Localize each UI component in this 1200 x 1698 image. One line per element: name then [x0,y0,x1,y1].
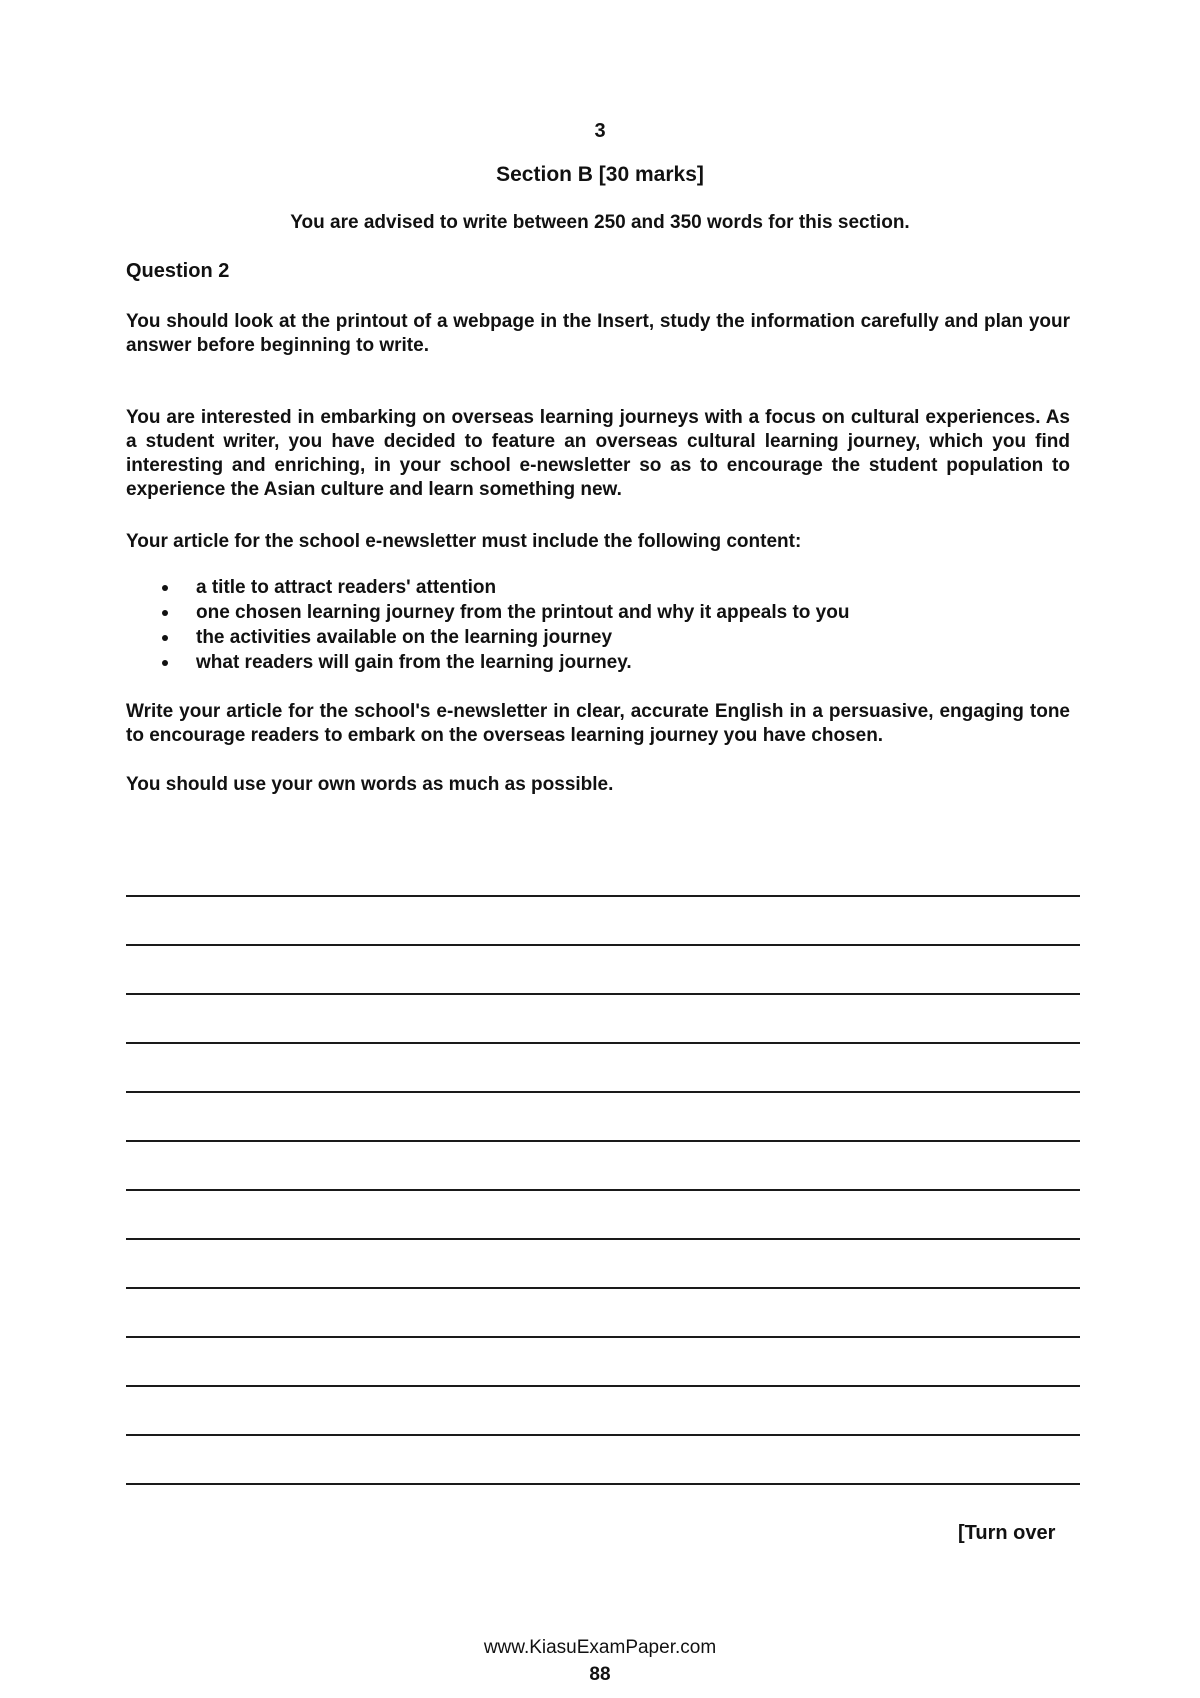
answer-line[interactable] [126,1336,1080,1338]
answer-line[interactable] [126,1385,1080,1387]
footer-page-number: 88 [589,1664,611,1685]
list-item-text: a title to attract readers' attention [196,577,497,598]
own-words-note: You should use your own words as much as possible. [126,774,614,795]
answer-line[interactable] [126,895,1080,897]
word-count-advice: You are advised to write between 250 and 350 words for this section. [290,212,910,233]
answer-line[interactable] [126,1042,1080,1044]
writing-instruction-paragraph: Write your article for the school's e-newsletter in clear, accurate English in a persuasive, engaging tone to encourage readers to embark on the overseas learning journey you have chosen. [126,701,1070,746]
answer-line[interactable] [126,944,1080,946]
section-title: Section B [30 marks] [496,163,704,186]
answer-line[interactable] [126,1189,1080,1191]
page-number: 3 [594,120,606,142]
answer-line[interactable] [126,1434,1080,1436]
answer-line[interactable] [126,1140,1080,1142]
task-context-paragraph: You are interested in embarking on overseas learning journeys with a focus on cultural experiences. As a student writer, you have decided to feature an overseas cultural learning journey, which you find interesting and enriching, in your school e-newsletter so as to encourage the student population to experience the Asian culture and learn something new. [126,407,1070,500]
answer-line[interactable] [126,1091,1080,1093]
answer-line[interactable] [126,1483,1080,1485]
turn-over-note: [Turn over [958,1522,1056,1544]
list-item-text: one chosen learning journey from the printout and why it appeals to you [196,602,850,623]
footer-url: www.KiasuExamPaper.com [483,1637,717,1658]
instruction-paragraph: You should look at the printout of a webpage in the Insert, study the information carefully and plan your answer before beginning to write. [126,311,1070,356]
question-label: Question 2 [126,260,230,282]
answer-line[interactable] [126,1238,1080,1240]
answer-line[interactable] [126,1287,1080,1289]
answer-line[interactable] [126,993,1080,995]
list-item-text: what readers will gain from the learning journey. [196,652,632,673]
answer-lines-area[interactable] [126,0,1080,1698]
content-requirements-intro: Your article for the school e-newsletter must include the following content: [126,531,802,552]
list-item-text: the activities available on the learning journey [196,627,613,648]
